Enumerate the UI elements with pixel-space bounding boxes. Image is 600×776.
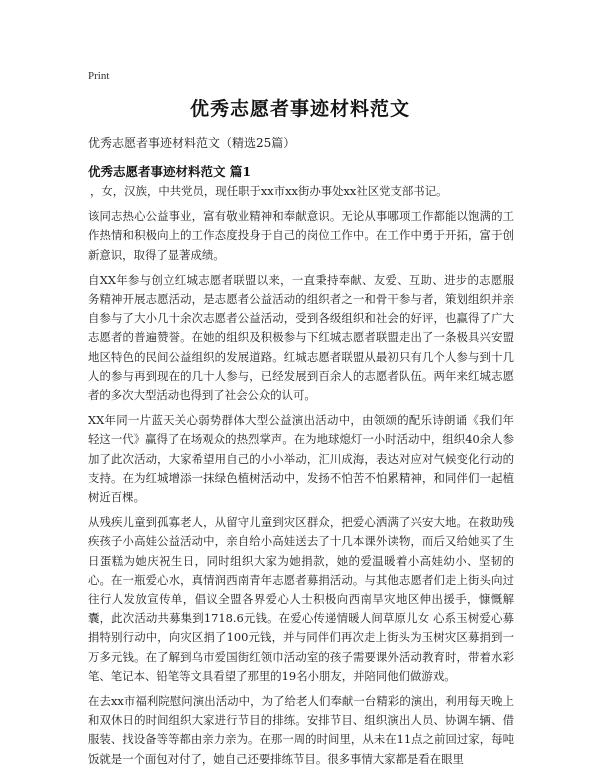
print-label: Print <box>88 70 110 82</box>
paragraph: ，女，汉族，中共党员，现任职于xx市xx街办事处xx社区党支部书记。 <box>90 184 448 198</box>
paragraph: 该同志热心公益事业，富有敬业精神和奉献意识。无论从事哪项工作都能以饱满的工作热情和积极向上的工作态度投身于自己的岗位工作中。在工作中勇于开拓，富于创新意识，取得了显著成绩。 <box>88 209 514 262</box>
section-heading: 优秀志愿者事迹材料范文 篇1 <box>88 164 252 179</box>
paragraph: 在去xx市福利院慰问演出活动中，为了给老人们奉献一台精彩的演出，利用每天晚上和双休日的时间组织大家进行节目的排练。安排节目、组织演出人员、协调车辆、借服装、找设备等等都由亲力亲为。在那一周的时间里，从未在11点之前回过家，每吨饭就是一个面包对付了，她自己还要排练节目。很多事情大家都是看在眼里 <box>88 694 514 766</box>
paragraph: 从残疾儿童到孤寡老人，从留守儿童到灾区群众，把爱心洒满了兴安大地。在救助残疾孩子小高娃公益活动中，亲自给小高娃送去了十几本课外读物，而后又给她买了生日蛋糕为她庆祝生日，同时组织大家为她捐款，她的爱温暖着小高娃幼小、坚韧的心。在一瓶爱心水，真情润西南青年志愿者募捐活动。与其他志愿者们走上街头向过往行人发放宣传单，倡议全盟各界爱心人士积极向西南旱灾地区伸出援手，慷慨解囊，此次活动共募集到1718.6元钱。在爱心传递情暖人间草原儿女 心系玉树爱心募捐特别行动中，向灾区捐了100元钱，并与同伴们再次走上街头为玉树灾区募捐到一万多元钱。在了解到乌市爱国街红领巾活动室的孩子需要课外活动教育时，带着水彩笔、笔记本、铅笔等文具看望了那里的19名小朋友，并陪同他们做游戏。 <box>88 515 514 683</box>
document-subtitle: 优秀志愿者事迹材料范文（精选25篇） <box>88 136 296 150</box>
document-body <box>88 182 514 775</box>
document-title: 优秀志愿者事迹材料范文 <box>189 98 410 120</box>
paragraph: 自XX年参与创立红城志愿者联盟以来，一直秉持奉献、友爱、互助、进步的志愿服务精神开展志愿活动，是志愿者公益活动的组织者之一和骨干参与者，策划组织并亲自参与了大小几十余次志愿者公益活动，受到各级组织和社会的好评，也赢得了广大志愿者的普遍赞誉。在她的组织及积极参与下红城志愿者联盟走出了一条极具兴安盟地区特色的民间公益组织的发展道路。红城志愿者联盟从最初只有几个人参与到十几人的参与再到现在的几十人参与，已经发展到百余人的志愿者队伍。两年来红城志愿者的多次大型活动也得到了社会公众的认可。 <box>88 272 514 403</box>
paragraph: XX年同一片蓝天关心弱势群体大型公益演出活动中，由领颂的配乐诗朗诵《我们年轻这一代》赢得了在场观众的热烈掌声。在为地球熄灯一小时活动中，组织40余人参加了此次活动，大家希望用自己的小小举动，汇川成海，表达对应对气候变化行动的支持。在为红城增添一抹绿色植树活动中，发扬不怕苦不怕累精神，和同伴们一起植树近百棵。 <box>88 413 514 505</box>
